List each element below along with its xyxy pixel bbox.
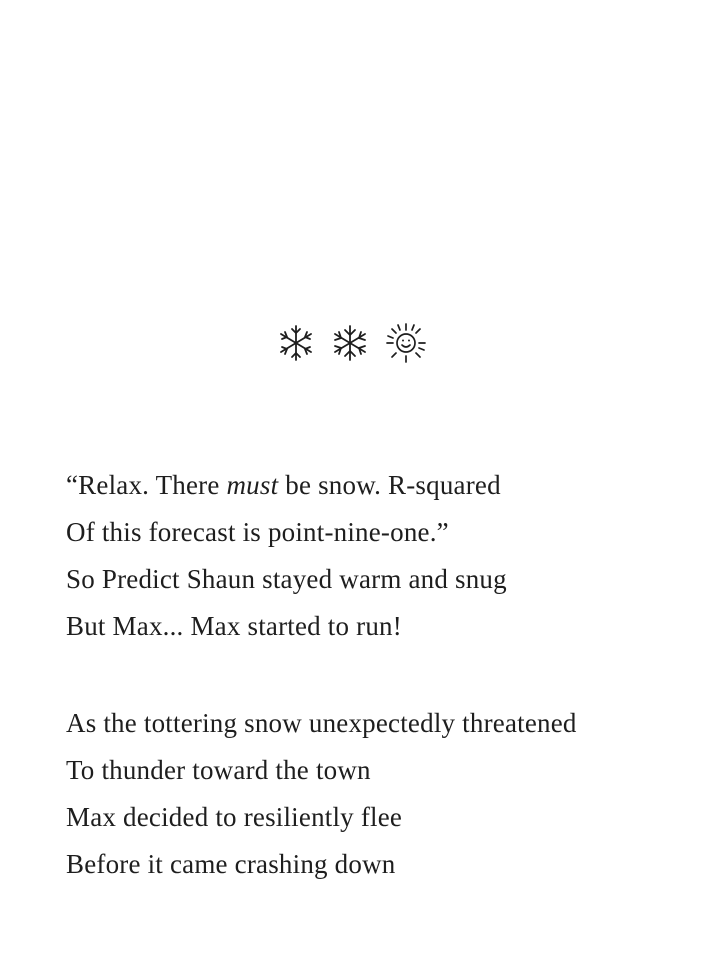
poem-line: Before it came crashing down [66, 849, 396, 879]
stanza-1 [66, 462, 686, 650]
snowflake-icon [330, 323, 370, 363]
weather-ornaments [276, 318, 436, 368]
poem-line: Max decided to resiliently flee [66, 802, 403, 832]
poem-line: As the tottering snow unexpectedly threatened [66, 708, 577, 738]
line-text: “Relax. There [66, 470, 227, 500]
poem-line: To thunder toward the town [66, 755, 371, 785]
line-text: be snow. R-squared [278, 470, 501, 500]
poem-line: But Max... Max started to run! [66, 611, 402, 641]
smiling-sun-icon [384, 321, 428, 365]
poem-line: Of this forecast is point-nine-one.” [66, 517, 449, 547]
stanza-2 [66, 700, 686, 888]
emphasized-word: must [226, 470, 279, 500]
snowflake-icon [276, 323, 316, 363]
poem-line: So Predict Shaun stayed warm and snug [66, 564, 507, 594]
poem-line [66, 462, 686, 509]
